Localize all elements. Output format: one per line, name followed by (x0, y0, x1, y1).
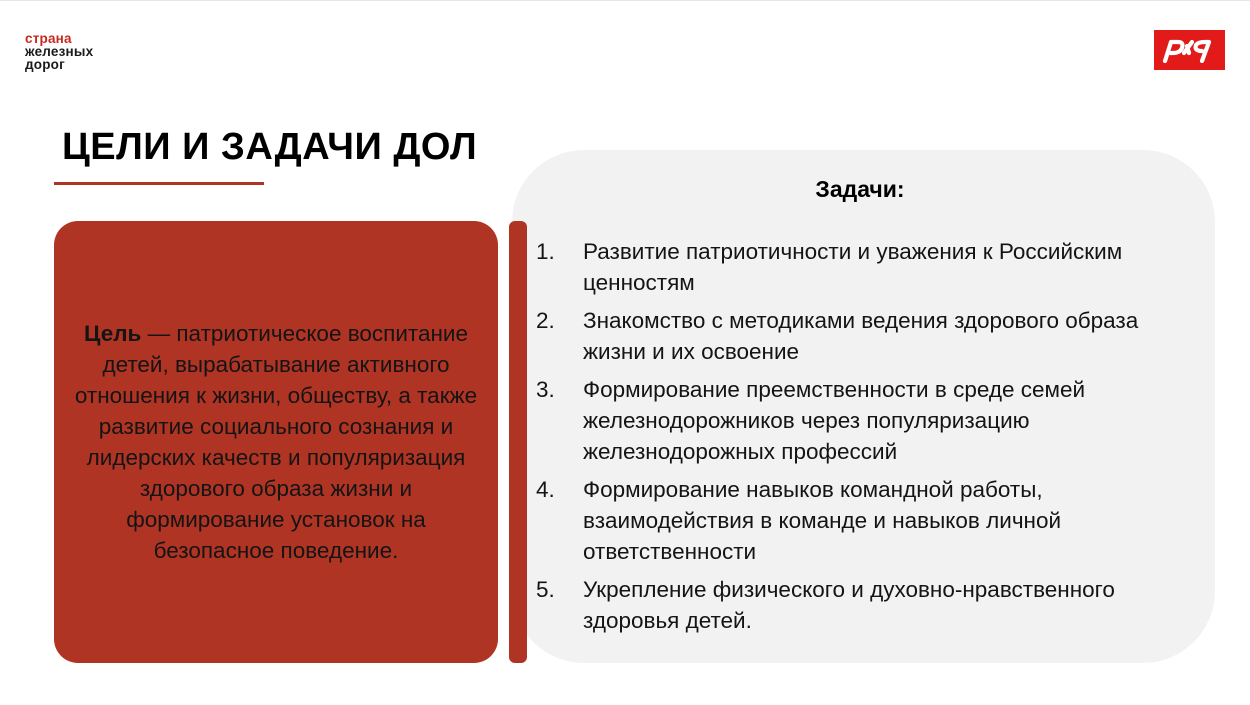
top-rule (0, 0, 1250, 1)
task-item (536, 374, 1176, 467)
rzd-logo (1154, 30, 1225, 70)
task-item (536, 574, 1176, 636)
task-text: Знакомство с методиками ведения здорового образа жизни и их освоение (583, 308, 1139, 364)
task-text: Развитие патриотичности и уважения к Российским ценностям (583, 239, 1123, 295)
task-number: 2. (536, 308, 555, 333)
rzd-logo-icon (1161, 37, 1219, 63)
brand-line-2: железных (25, 44, 94, 59)
goal-body: — патриотическое воспитание детей, вырабатывание активного отношения к жизни, обществу, а также развитие социального сознания и лидерских качеств и популяризация здорового образа жизни и формирование установок на безопасное поведение. (74, 321, 478, 563)
task-item (536, 474, 1176, 567)
task-text: Формирование навыков командной работы, взаимодействия в команде и навыков личной ответственности (583, 477, 1062, 564)
goal-lead: Цель (84, 321, 142, 346)
task-text: Укрепление физического и духовно-нравственного здоровья детей. (583, 577, 1115, 633)
brand-line-3: дорог (25, 57, 65, 72)
task-number: 5. (536, 577, 555, 602)
brand-line-1: страна (25, 31, 72, 46)
accent-divider-bar (509, 221, 527, 663)
task-text: Формирование преемственности в среде семей железнодорожников через популяризацию железнодорожных профессий (583, 377, 1086, 464)
task-list (536, 236, 1176, 643)
title-underline (54, 182, 264, 185)
task-number: 3. (536, 377, 555, 402)
brand-wordmark (25, 32, 93, 71)
page-title: ЦЕЛИ И ЗАДАЧИ ДОЛ (62, 126, 478, 168)
goal-text (66, 318, 486, 566)
goal-card (54, 221, 498, 663)
task-number: 1. (536, 239, 555, 264)
task-number: 4. (536, 477, 555, 502)
task-item (536, 236, 1176, 298)
tasks-heading: Задачи: (815, 176, 905, 202)
task-item (536, 305, 1176, 367)
